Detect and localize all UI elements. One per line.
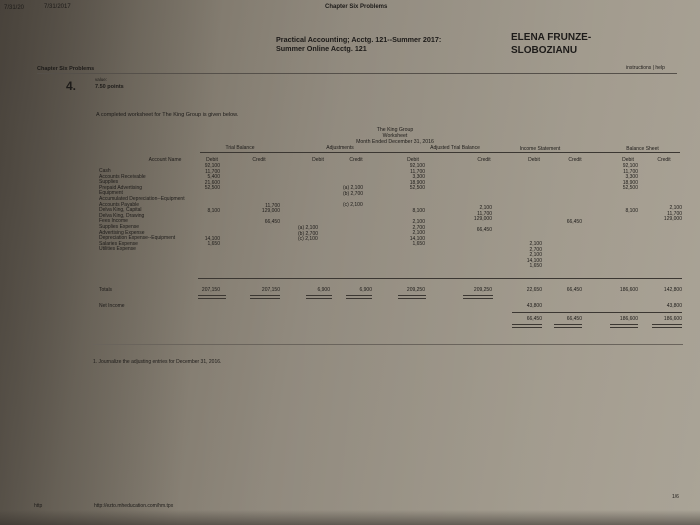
footer-url: http://ezto.mheducation.com/hm.tpx [94,503,174,509]
tb-debit-values: 92,100 11,700 5,400 21,600 52,500 8,100 14,100 1,650 [204,163,220,248]
net-income-rule [512,312,682,313]
header-divider [37,73,677,74]
net-income-is-debit: 43,800 [526,303,542,309]
total-is-debit: 22,650 [526,287,542,293]
is-debit-values: 2,100 2,700 2,100 14,100 1,650 [526,240,542,270]
group-header-rule [200,152,680,153]
section-label: Chapter Six Problems [37,66,95,72]
col-tb-debit: Debit [206,157,218,163]
col-tb-credit: Credit [252,157,266,163]
help-links [626,65,665,71]
student-name-line1: ELENA FRUNZE- [511,32,592,43]
total-adj-credit: 6,900 [359,287,372,293]
total-bs-credit: 142,800 [663,287,682,293]
bs-debit-values: 92,100 11,700 3,300 18,900 52,500 8,100 [622,163,638,214]
final-bs-credit-double-rule [652,324,682,328]
net-income-bs-credit: 43,800 [666,303,682,309]
paper-fold-shadow [0,510,700,525]
footer-page-number: 1/6 [672,494,679,500]
final-is-debit: 66,450 [526,316,542,322]
col-bs-credit: Credit [657,157,671,163]
browser-date-left: 7/31/20 [4,5,25,11]
problem-intro: A completed worksheet for The King Group is given below. [96,112,239,118]
col-atb-debit: Debit [407,157,419,163]
print-page-title: Chapter Six Problems [325,4,388,10]
value-label: value: [95,77,108,82]
course-title: Practical Accounting; Acctg. 121--Summer 2017: [276,35,442,44]
total-adj-debit: 6,900 [317,287,330,293]
group-balance-sheet: Balance Sheet [626,146,659,152]
final-bs-debit: 186,600 [619,316,638,322]
final-is-credit-double-rule [554,324,582,328]
problem-number: 4. [66,79,77,93]
atb-credit-values: 2,100 11,700 129,000 66,450 [473,204,492,234]
atb-debit-double-rule [398,295,426,299]
col-bs-debit: Debit [622,157,634,163]
col-adj-credit: Credit [349,157,363,163]
worksheet-title: Worksheet [382,133,408,139]
worksheet-period: Month Ended December 31, 2016 [356,139,434,145]
total-atb-debit: 209,250 [406,287,425,293]
final-bs-credit: 186,600 [663,316,682,322]
totals-label: Totals [99,287,113,293]
points-value: 7.50 points [95,84,124,90]
company-name: The King Group [376,127,414,133]
tb-credit-double-rule [250,295,280,299]
total-tb-debit: 207,150 [201,287,220,293]
adj-credit-double-rule [346,295,372,299]
final-bs-debit-double-rule [610,324,638,328]
link-separator: | [652,65,654,71]
net-income-label: Net Income [99,303,125,309]
col-atb-credit: Credit [477,157,491,163]
tb-credit-values: 11,700 129,000 66,450 [261,202,280,226]
group-trial-balance: Trial Balance [225,145,255,151]
tb-debit-double-rule [198,295,226,299]
totals-top-rule [198,278,682,279]
col-adj-debit: Debit [312,157,324,163]
final-is-credit: 66,450 [566,316,582,322]
atb-debit-values: 92,100 11,700 3,300 18,900 52,500 8,100 2,100 2,700 2,100 14,100 1,650 [409,163,425,248]
total-is-credit: 66,450 [566,287,582,293]
total-bs-debit: 186,600 [619,287,638,293]
student-name-line2: SLOBOZIANU [511,45,578,56]
col-is-credit: Credit [568,157,582,163]
group-adjustments: Adjustments [326,145,354,151]
account-names: Cash Accounts Receivable Supplies Prepaid Advertising Equipment Accumulated Depreciation--Equipment Accounts Payable Delva King, Capital Delva King, Drawing Fees Income Supplies Expense Advertising Expense Depreciation Expense--Equipment Salaries Expense Utilities Expense [99,168,185,253]
final-is-debit-double-rule [512,324,542,328]
adj-credit-values: (a) 2,100 (b) 2,700 (c) 2,100 [343,185,364,208]
col-is-debit: Debit [528,157,540,163]
course-subtitle: Summer Online Acctg. 121 [276,44,367,53]
print-date: 7/31/2017 [44,4,71,10]
col-account-name: Account Name [148,157,182,163]
total-tb-credit: 207,150 [261,287,280,293]
atb-credit-double-rule [463,295,493,299]
group-adjusted-trial-balance: Adjusted Trial Balance [430,145,480,151]
group-income-statement: Income Statement [519,146,561,152]
bs-credit-values: 2,100 11,700 129,000 [663,204,682,223]
adj-debit-values: (a) 2,100 (b) 2,700 (c) 2,100 [298,224,319,243]
footer-left-fragment: http [34,503,43,509]
instructions-link[interactable]: instructions [626,65,652,71]
help-link[interactable]: help [655,65,665,71]
adj-debit-double-rule [306,295,332,299]
is-credit-values: 66,450 [566,219,582,226]
section-divider [93,344,683,345]
total-atb-credit: 209,250 [473,287,492,293]
question-text: 1. Journalize the adjusting entries for December 31, 2016. [93,359,222,365]
